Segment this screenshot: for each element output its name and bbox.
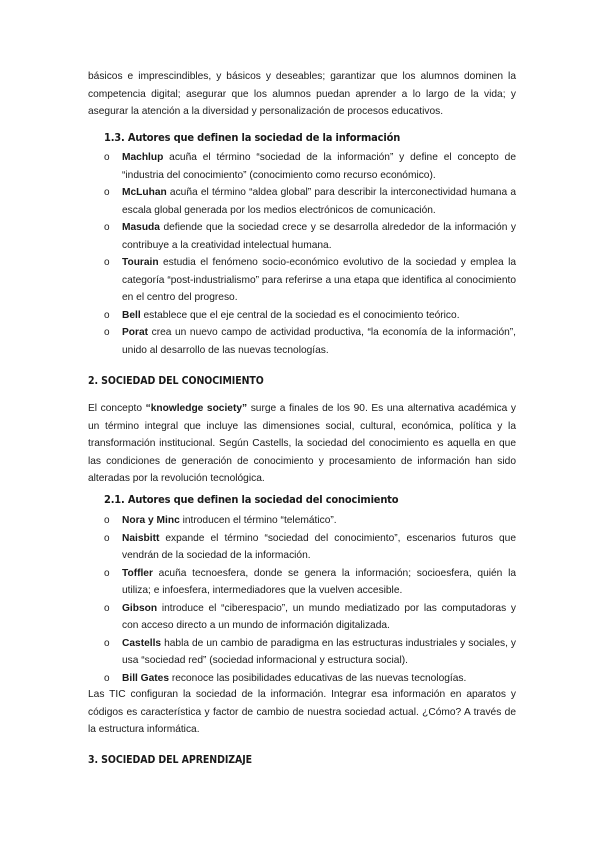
section-2-heading: 2. SOCIEDAD DEL CONOCIMIENTO (88, 375, 264, 387)
section-3-heading: 3. SOCIEDAD DEL APRENDIZAJE (88, 754, 253, 766)
list-item: o Naisbitt expande el término “sociedad del conocimiento”, escenarios futuros que vendrán de la sociedad de la información. (104, 530, 516, 565)
list-item: o Bill Gates reconoce las posibilidades educativas de las nuevas tecnologías. (104, 670, 516, 688)
list-item: o Castells habla de un cambio de paradigma en las estructuras industriales y sociales, y usa “sociedad red” (sociedad informacional y estructura social). (104, 635, 516, 670)
section-2-1-list (104, 512, 516, 687)
list-item: o Machlup acuña el término “sociedad de la información” y define el concepto de “industria del conocimiento” (conocimiento como recurso económico). (104, 149, 516, 184)
intro-paragraph: básicos e imprescindibles, y básicos y deseables; garantizar que los alumnos dominen la competencia digital; asegurar que los alumnos puedan aprender a lo largo de la vida; y asegurar la atención a la diversidad y personalización de procesos educativos. (88, 71, 516, 117)
list-item: o Gibson introduce el “ciberespacio”, un mundo mediatizado por las computadoras y con acceso directo a un mundo de información digitalizada. (104, 600, 516, 635)
section-2-paragraph: El concepto “knowledge society” surge a finales de los 90. Es una alternativa académica y un término integral que incluye las dimensiones social, cultural, económica, política y la transformación institucional. Según Castells, la sociedad del conocimiento es aquella en que las condiciones de generación de conocimiento y procesamiento de información han sido alteradas por la revolución tecnológica. (88, 403, 516, 484)
closing-paragraph: Las TIC configuran la sociedad de la información. Integrar esa información en aparatos y códigos es característica y factor de cambio de nuestra sociedad actual. ¿Cómo? A través de la estructura informática. (88, 689, 516, 735)
section-1-3-list (104, 149, 516, 359)
list-item: o Bell establece que el eje central de la sociedad es el conocimiento teórico. (104, 307, 516, 325)
section-2-1-heading: 2.1. Autores que definen la sociedad del conocimiento (104, 493, 399, 506)
list-item: o Masuda defiende que la sociedad crece y se desarrolla alrededor de la información y contribuye a la creatividad intelectual humana. (104, 219, 516, 254)
list-item: o Tourain estudia el fenómeno socio-económico evolutivo de la sociedad y emplea la categoría “post-industrialismo” para referirse a una etapa que identifica al conocimiento en el centro del progreso. (104, 254, 516, 307)
list-item: o Nora y Minc introducen el término “telemático”. (104, 512, 516, 530)
section-1-3-heading: 1.3. Autores que definen la sociedad de la información (104, 131, 401, 144)
list-item: o McLuhan acuña el término “aldea global” para describir la interconectividad humana a escala global generada por los medios electrónicos de comunicación. (104, 184, 516, 219)
list-item: o Toffler acuña tecnoesfera, donde se genera la información; socioesfera, quién la utiliza; e infoesfera, intermediadores que la vuelven accesible. (104, 565, 516, 600)
list-item: o Porat crea un nuevo campo de actividad productiva, “la economía de la información”, unido al desarrollo de las nuevas tecnologías. (104, 324, 516, 359)
